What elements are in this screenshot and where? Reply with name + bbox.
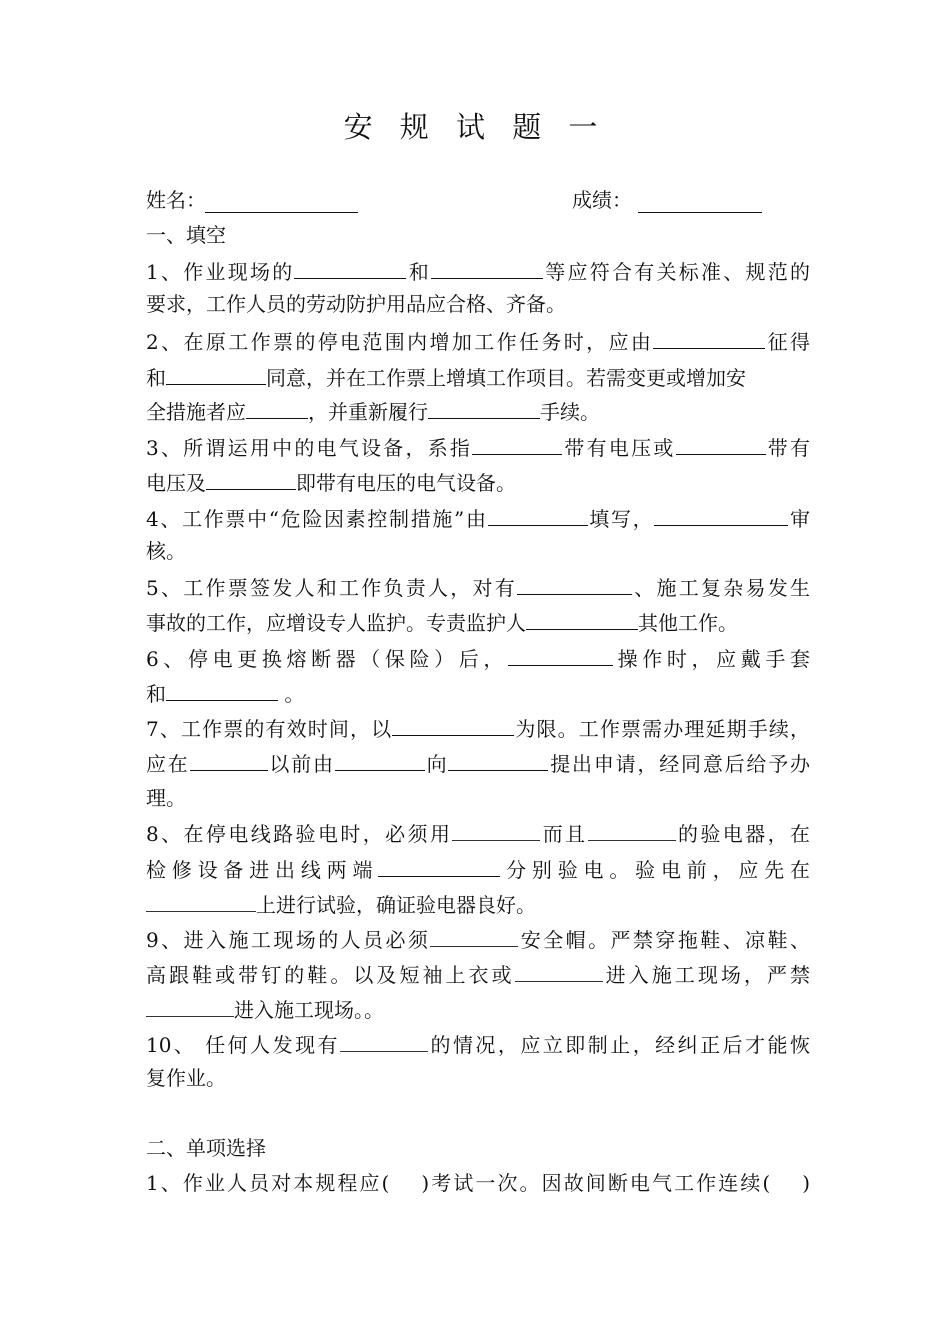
q9-text: 高跟鞋或带钉的鞋。以及短袖上衣或 [146, 963, 515, 987]
q5-text: 5、工作票签发人和工作负责人，对有 [146, 576, 517, 600]
answer-blank[interactable] [517, 572, 632, 595]
answer-blank[interactable] [431, 256, 543, 279]
q6-text: 操作时，应戴手套 [613, 647, 810, 671]
question-6-line-1 [146, 643, 810, 671]
q2-text: 手续。 [540, 400, 600, 424]
question-4-line-1 [146, 503, 810, 531]
name-label: 姓名： [146, 188, 206, 212]
answer-blank[interactable] [428, 396, 540, 419]
q2-text: 2、在原工作票的停电范围内增加工作任务时，应由 [146, 330, 654, 354]
question-9-line-2 [146, 959, 810, 987]
q8-text: 检修设备进出线两端 [146, 858, 379, 882]
q9-text: 进入施工现场，严禁 [602, 963, 811, 987]
answer-blank[interactable] [515, 959, 603, 982]
question-2-line-3 [146, 396, 810, 424]
q5-text: 、施工复杂易发生 [632, 576, 811, 600]
answer-blank[interactable] [246, 396, 308, 419]
q9-text: 进入施工现场。。 [234, 998, 384, 1022]
question-7-line-3: 理。 [146, 786, 186, 810]
question-1-line-2: 要求，工作人员的劳动防护用品应合格、齐备。 [146, 292, 566, 316]
answer-blank[interactable] [508, 643, 613, 666]
q7-text: 应在 [146, 752, 190, 776]
answer-blank[interactable] [146, 889, 256, 912]
q8-text: 分别验电。验电前，应先在 [500, 858, 811, 882]
answer-blank[interactable] [206, 467, 296, 490]
question-8-line-1 [146, 818, 810, 846]
q8-text: 的验电器，在 [675, 822, 811, 846]
q5-text: 其他工作。 [638, 611, 738, 635]
answer-blank[interactable] [430, 924, 518, 947]
answer-blank[interactable] [588, 818, 676, 841]
question-5-line-1 [146, 572, 810, 600]
answer-blank[interactable] [472, 432, 562, 455]
q1-text: 等应符合有关标准、规范的 [543, 260, 811, 284]
question-4-line-2: 核。 [146, 539, 186, 563]
answer-blank[interactable] [654, 503, 788, 526]
q6-text: 6、停电更换熔断器（保险）后， [146, 647, 509, 671]
answer-blank[interactable] [448, 748, 548, 771]
question-7-line-1 [146, 713, 810, 741]
question-1-line-1 [146, 256, 810, 284]
q2-text: 同意，并在工作票上增填工作项目。若需变更或增加安 [266, 366, 746, 390]
name-input-line[interactable] [205, 212, 358, 213]
q9-text: 9、进入施工现场的人员必须 [146, 928, 431, 952]
answer-blank[interactable] [526, 607, 638, 630]
question-8-line-2 [146, 854, 810, 882]
section2-heading: 二、单项选择 [146, 1136, 266, 1160]
question-6-line-2 [146, 678, 810, 706]
question-3-line-1 [146, 432, 810, 460]
question-7-line-2 [146, 748, 810, 776]
q7-text: 提出申请，经同意后给予办 [548, 752, 811, 776]
answer-blank[interactable] [166, 362, 266, 385]
question-5-line-2 [146, 607, 810, 635]
answer-blank[interactable] [488, 503, 588, 526]
q9-text: 安全帽。严禁穿拖鞋、凉鞋、 [518, 928, 810, 952]
q8-text: 上进行试验，确证验电器良好。 [256, 893, 536, 917]
answer-blank[interactable] [676, 432, 766, 455]
choice-q1-text: )考试一次。因故间断电气工作连续( [421, 1171, 771, 1195]
q7-text: 7、工作票的有效时间，以 [146, 717, 393, 741]
answer-blank[interactable] [146, 994, 234, 1017]
question-2-line-2 [146, 362, 810, 390]
q8-text: 而且 [540, 822, 588, 846]
q5-text: 事故的工作，应增设专人监护。专责监护人 [146, 611, 526, 635]
question-2-line-1 [146, 326, 810, 354]
q2-text: ，并重新履行 [308, 400, 428, 424]
answer-blank[interactable] [190, 748, 268, 771]
q4-text: 4、工作票中“危险因素控制措施”由 [146, 507, 488, 531]
q6-text: 。 [284, 682, 305, 706]
q8-text: 8、在停电线路验电时，必须用 [146, 822, 453, 846]
q2-text: 全措施者应 [146, 400, 246, 424]
q2-text: 和 [146, 366, 166, 390]
question-8-line-3 [146, 889, 810, 917]
q3-text: 即带有电压的电气设备。 [296, 471, 516, 495]
question-10-line-2: 复作业。 [146, 1066, 226, 1090]
answer-blank[interactable] [452, 818, 540, 841]
score-input-line[interactable] [638, 212, 762, 213]
q10-text: 10、 任何人发现有 [146, 1033, 341, 1057]
q7-text: 以前由 [267, 752, 335, 776]
question-9-line-1 [146, 924, 810, 952]
choice-question-1-line-1 [146, 1169, 810, 1197]
q1-text: 1、作业现场的 [146, 260, 295, 284]
answer-blank[interactable] [294, 256, 406, 279]
q4-text: 填写， [587, 507, 655, 531]
question-3-line-2 [146, 467, 810, 495]
q3-text: 带有 [765, 436, 811, 460]
q2-text: 征得 [765, 330, 810, 354]
q3-text: 3、所谓运用中的电气设备，系指 [146, 436, 473, 460]
score-label: 成绩： [572, 188, 632, 212]
answer-blank[interactable] [653, 326, 765, 349]
answer-blank[interactable] [340, 1029, 428, 1052]
q7-text: 向 [424, 752, 449, 776]
answer-blank[interactable] [378, 854, 500, 877]
section1-heading: 一、填空 [146, 223, 226, 247]
q3-text: 电压及 [146, 471, 206, 495]
q7-text: 为限。工作票需办理延期手续， [514, 717, 810, 741]
choice-q1-text: 1、作业人员对本规程应( [146, 1171, 390, 1195]
question-9-line-3 [146, 994, 810, 1022]
q6-text: 和 [146, 682, 166, 706]
answer-blank[interactable] [335, 748, 425, 771]
question-10-line-1 [146, 1029, 810, 1057]
q3-text: 带有电压或 [562, 436, 676, 460]
answer-blank[interactable] [166, 678, 278, 701]
answer-blank[interactable] [392, 713, 514, 736]
q1-text: 和 [406, 260, 431, 284]
q4-text: 审 [788, 507, 811, 531]
page-title: 安 规 试 题 一 [343, 110, 607, 144]
q10-text: 的情况，应立即制止，经纠正后才能恢 [428, 1033, 810, 1057]
choice-q1-text: ) [802, 1171, 811, 1195]
